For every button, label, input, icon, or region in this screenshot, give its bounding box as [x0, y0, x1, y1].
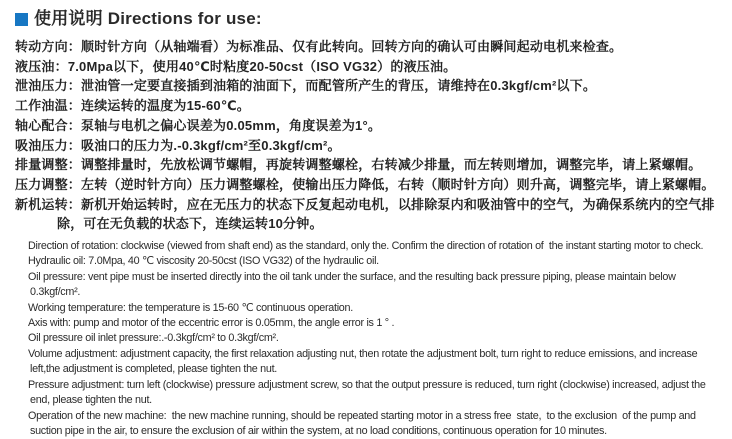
zh-direction-item: [15, 175, 720, 195]
zh-direction-item: [15, 116, 720, 136]
zh-direction-item: [15, 195, 720, 234]
zh-item-text: 顺时针方向（从轴端看）为标准品、仅有此转向。回转方向的确认可由瞬间起动电机来检查。: [81, 39, 622, 54]
blue-square-icon: [15, 13, 28, 26]
zh-item-label: 液压油：: [15, 59, 68, 74]
en-direction-item: Oil pressure oil inlet pressure:.-0.3kgf/cm² to 0.3kgf/cm².: [15, 331, 720, 346]
zh-item-text: 左转（逆时针方向）压力调整螺栓，使输出压力降低，右转（顺时针方向）则升高，调整完毕，请上紧螺帽。: [81, 177, 715, 192]
zh-direction-item: [15, 136, 720, 156]
zh-item-text: 吸油口的压力为.-0.3kgf/cm²至0.3kgf/cm²。: [81, 138, 341, 153]
zh-item-label: 工作油温：: [15, 98, 81, 113]
zh-item-label: 新机运转：: [15, 197, 81, 212]
zh-item-label: 泄油压力：: [15, 78, 81, 93]
zh-item-label: 轴心配合：: [15, 118, 81, 133]
zh-direction-item: [15, 76, 720, 96]
zh-item-label: 转动方向：: [15, 39, 81, 54]
zh-direction-item: [15, 37, 720, 57]
zh-item-text: 新机开始运转时，应在无压力的状态下反复起动电机，以排除泵内和吸油管中的空气，为确保系统内的空气排除，可在无负载的状态下，连续运转10分钟。: [57, 197, 715, 232]
en-direction-item: Operation of the new machine: the new machine running, should be repeated starting motor in a stress free state, to the exclusion of the pump and suction pipe in the air, to ensure the exclusion of air within the system, at no load conditions, continuous operation for 10 minutes.: [15, 409, 720, 439]
en-direction-item: Direction of rotation: clockwise (viewed from shaft end) as the standard, only the. Confirm the direction of rotation of the instant starting motor to check.: [15, 239, 720, 254]
page-title: [15, 8, 720, 30]
en-direction-item: Hydraulic oil: 7.0Mpa, 40 ℃ viscosity 20-50cst (ISO VG32) of the hydraulic oil.: [15, 254, 720, 269]
zh-direction-item: [15, 155, 720, 175]
zh-item-label: 吸油压力：: [15, 138, 81, 153]
en-direction-item: Oil pressure: vent pipe must be inserted directly into the oil tank under the surface, and the resulting back pressure piping, please maintain below 0.3kgf/cm².: [15, 270, 720, 301]
zh-direction-item: [15, 96, 720, 116]
zh-item-text: 泵轴与电机之偏心误差为0.05mm，角度误差为1°。: [81, 118, 381, 133]
en-direction-item: Axis with: pump and motor of the eccentric error is 0.05mm, the angle error is 1 ° .: [15, 316, 720, 331]
page-title-text: 使用说明 Directions for use:: [34, 8, 262, 30]
zh-item-label: 压力调整：: [15, 177, 81, 192]
en-direction-item: Volume adjustment: adjustment capacity, the first relaxation adjusting nut, then rotate the adjustment bolt, turn right to reduce emissions, and increase left,the adjustment is completed, please tighten the nut.: [15, 347, 720, 378]
zh-item-text: 7.0Mpa以下，使用40℃时粘度20-50cst（ISO VG32）的液压油。: [68, 59, 457, 74]
chinese-directions-list: [15, 37, 720, 234]
english-directions-list: [15, 239, 720, 439]
en-direction-item: Working temperature: the temperature is 15-60 ℃ continuous operation.: [15, 301, 720, 316]
zh-item-label: 排量调整：: [15, 157, 81, 172]
zh-item-text: 连续运转的温度为15-60℃。: [81, 98, 250, 113]
zh-direction-item: [15, 57, 720, 77]
zh-item-text: 泄油管一定要直接插到油箱的油面下，而配管所产生的背压，请维持在0.3kgf/cm²以下。: [81, 78, 596, 93]
zh-item-text: 调整排量时，先放松调节螺帽，再旋转调整螺栓，右转减少排量，而左转则增加，调整完毕，请上紧螺帽。: [81, 157, 701, 172]
en-direction-item: Pressure adjustment: turn left (clockwise) pressure adjustment screw, so that the output pressure is reduced, turn right (clockwise) increased, adjust the end, please tighten the nut.: [15, 378, 720, 409]
